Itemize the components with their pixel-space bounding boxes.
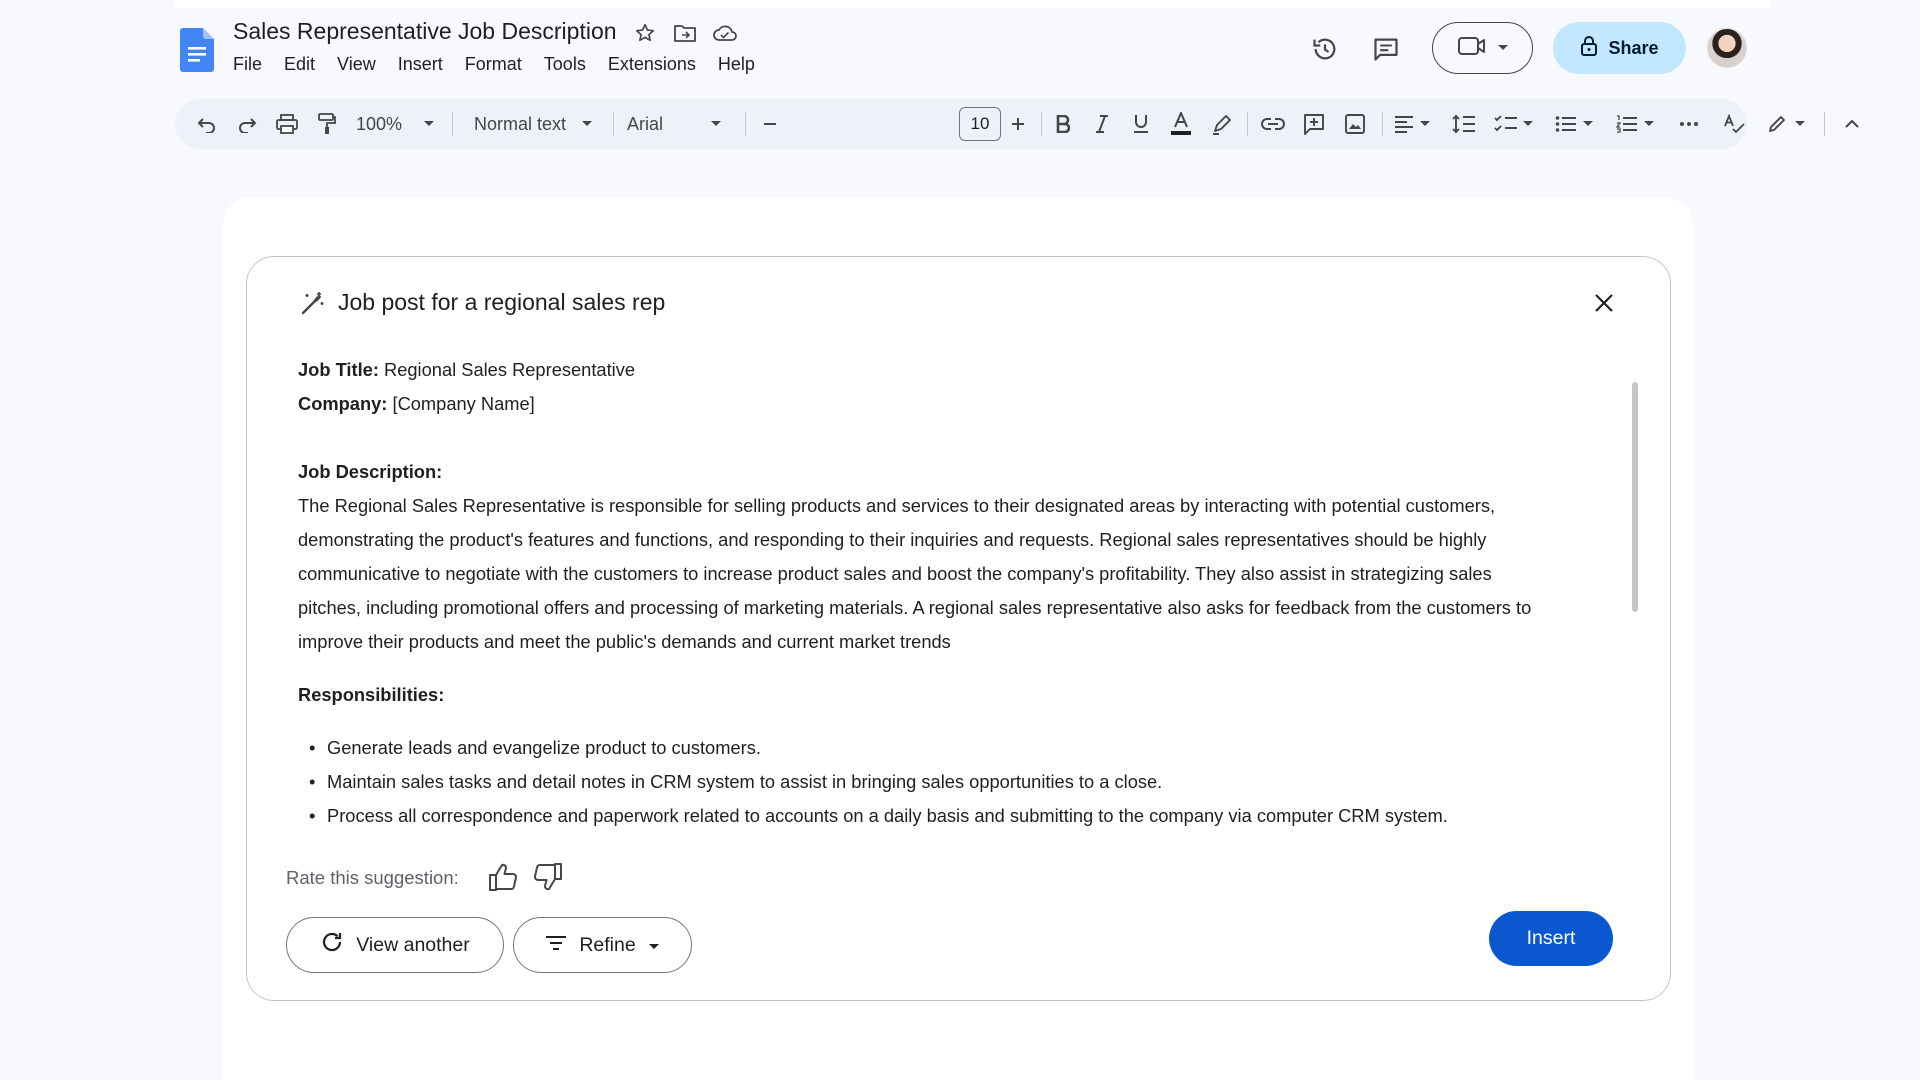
panel-title: Job post for a regional sales rep [338, 289, 666, 315]
description-line: The Regional Sales Representative is responsible for selling products and services to their designated areas by interacting with potential customers, [298, 495, 1496, 516]
redo-icon[interactable] [232, 99, 262, 149]
chevron-down-icon [1644, 121, 1654, 127]
video-camera-icon [1457, 35, 1487, 62]
toolbar-divider [745, 112, 746, 136]
font-select[interactable] [627, 99, 727, 149]
refine-button[interactable] [513, 917, 692, 973]
cloud-status-icon[interactable] [712, 20, 738, 46]
top-strip [175, 0, 1770, 8]
docs-logo-icon[interactable] [180, 28, 214, 72]
menu-format[interactable]: Format [464, 54, 522, 74]
insert-image-icon[interactable] [1338, 99, 1372, 149]
company-value: [Company Name] [392, 393, 535, 414]
chevron-down-icon [1795, 121, 1805, 127]
chevron-down-icon [711, 121, 721, 127]
align-select[interactable] [1388, 99, 1436, 149]
list-item: • Process all correspondence and paperwork related to accounts on a daily basis and submitting to the company via computer CRM system. [298, 799, 1598, 833]
filter-icon [545, 934, 567, 957]
italic-icon[interactable] [1086, 99, 1118, 149]
menu-tools[interactable]: Tools [543, 54, 586, 74]
job-title-label: Job Title: [298, 359, 379, 380]
job-title-line [298, 353, 1598, 387]
menu-file[interactable]: File [233, 54, 263, 74]
chevron-down-icon [1497, 39, 1509, 57]
menu-bar [233, 54, 777, 75]
formatting-toolbar [175, 99, 1747, 149]
content-scrollbar[interactable] [1632, 382, 1638, 612]
toolbar-divider [1824, 112, 1825, 136]
menu-edit[interactable]: Edit [284, 54, 316, 74]
insert-link-icon[interactable] [1256, 99, 1290, 149]
decrease-font-size-icon[interactable] [755, 99, 785, 149]
comments-icon[interactable] [1369, 32, 1403, 66]
view-another-button[interactable] [286, 917, 504, 973]
description-paragraph [298, 489, 1598, 659]
chevron-down-icon [1523, 121, 1533, 127]
description-heading [298, 455, 1598, 489]
share-label: Share [1608, 37, 1659, 58]
print-icon[interactable] [272, 99, 302, 149]
zoom-select[interactable] [355, 99, 435, 149]
version-history-icon[interactable] [1308, 32, 1342, 66]
thumbs-down-icon[interactable] [532, 861, 564, 893]
zoom-value: 100% [355, 113, 403, 134]
undo-icon[interactable] [192, 99, 222, 149]
document-title[interactable]: Sales Representative Job Description [233, 18, 617, 44]
chevron-down-icon [1420, 121, 1430, 127]
list-item: • Maintain sales tasks and detail notes in CRM system to assist in bringing sales opportunities to a close. [298, 765, 1598, 799]
checklist-select[interactable] [1488, 99, 1538, 149]
toolbar-divider [452, 112, 453, 136]
toolbar-divider [1247, 112, 1248, 136]
toolbar-divider [613, 112, 614, 136]
share-button[interactable] [1553, 22, 1686, 74]
job-title-value: Regional Sales Representative [384, 359, 636, 380]
text-color-icon[interactable] [1165, 99, 1197, 149]
paragraph-style-value: Normal text [473, 113, 567, 134]
numbered-list-select[interactable] [1610, 99, 1660, 149]
refine-label: Refine [579, 933, 636, 956]
help-me-write-panel [246, 256, 1671, 1001]
star-icon[interactable] [632, 20, 658, 46]
responsibilities-heading: Responsibilities: [298, 684, 445, 705]
paragraph-style-select[interactable] [467, 99, 599, 149]
meet-button[interactable] [1432, 22, 1533, 74]
menu-extensions[interactable]: Extensions [607, 54, 696, 74]
chevron-down-icon [1583, 121, 1593, 127]
increase-font-size-icon[interactable] [1003, 99, 1033, 149]
line-spacing-icon[interactable] [1447, 99, 1481, 149]
suggestion-content [298, 353, 1598, 833]
editing-mode-select[interactable] [1760, 99, 1812, 149]
paint-format-icon[interactable] [312, 99, 342, 149]
font-size-input[interactable]: 10 [959, 107, 1001, 141]
description-heading-text: Job Description: [298, 461, 443, 482]
collapse-menus-icon[interactable] [1835, 99, 1869, 149]
list-item: • Generate leads and evangelize product to customers. [298, 731, 1598, 765]
description-line: pitches, including promotional offers and processing of marketing materials. A regional sales representative also asks for feedback from the customers to [298, 597, 1532, 618]
avatar[interactable] [1707, 28, 1747, 68]
description-line: communicative to negotiate with the customers to increase product sales and boost the company's profitability. They also assist in strategizing sales [298, 563, 1492, 584]
description-line: improve their products and meet the public's demands and current market trends [298, 631, 951, 652]
chevron-down-icon [424, 121, 434, 127]
move-to-folder-icon[interactable] [672, 20, 698, 46]
chevron-down-icon [582, 121, 592, 127]
toolbar-divider [1382, 112, 1383, 136]
toolbar-divider [1041, 112, 1042, 136]
insert-button[interactable]: Insert [1489, 911, 1613, 966]
company-line [298, 387, 1598, 421]
bulleted-list-select[interactable] [1549, 99, 1599, 149]
view-another-label: View another [356, 933, 470, 956]
lock-icon [1580, 35, 1598, 62]
spelling-check-icon[interactable] [1717, 99, 1751, 149]
highlight-color-icon[interactable] [1206, 99, 1238, 149]
more-options-icon[interactable] [1672, 99, 1706, 149]
font-value: Arial [627, 113, 664, 134]
menu-help[interactable]: Help [717, 54, 755, 74]
add-comment-icon[interactable] [1297, 99, 1331, 149]
underline-icon[interactable] [1125, 99, 1157, 149]
rate-suggestion-label: Rate this suggestion: [286, 867, 459, 888]
company-label: Company: [298, 393, 388, 414]
thumbs-up-icon[interactable] [487, 861, 519, 893]
description-line: demonstrating the product's features and functions, and responding to their inquiries and requests. Regional sales representatives should be highly [298, 529, 1487, 550]
bold-icon[interactable] [1047, 99, 1079, 149]
responsibilities-list [298, 731, 1598, 833]
close-icon[interactable] [1591, 290, 1617, 316]
chevron-down-icon [648, 934, 660, 957]
menu-view[interactable]: View [337, 54, 376, 74]
refresh-icon [320, 930, 344, 960]
menu-insert[interactable]: Insert [397, 54, 443, 74]
magic-wand-icon [298, 289, 326, 317]
